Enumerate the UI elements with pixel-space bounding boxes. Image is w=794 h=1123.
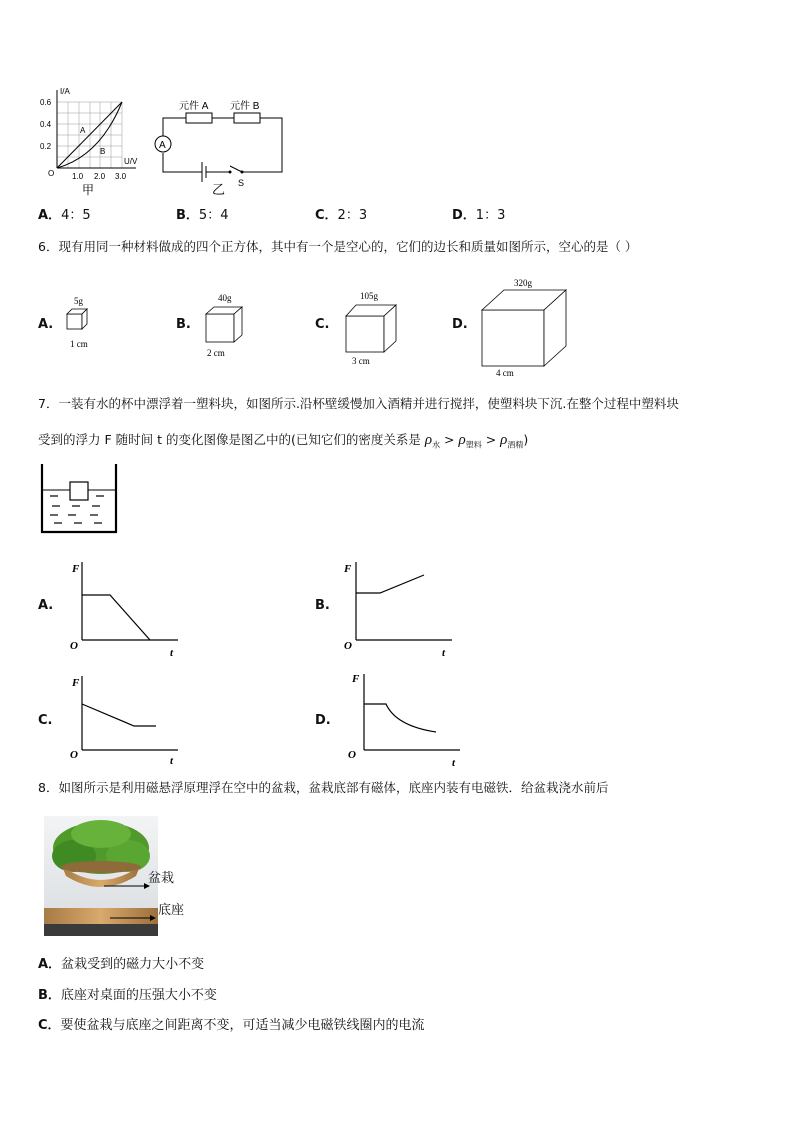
- q7-graph-a: [66, 560, 186, 660]
- q7-option-c-letter[interactable]: C.: [38, 713, 53, 728]
- q7-graph-c-t: t: [170, 755, 174, 766]
- rho-plastic-sub: 塑料: [465, 440, 482, 450]
- q5-option-d[interactable]: [452, 208, 505, 224]
- arrow-right-icon: [110, 914, 156, 922]
- pot-arrow: [104, 875, 150, 883]
- cube-d-side: 4 cm: [496, 368, 514, 378]
- q8-option-b-text: 底座对桌面的压强大小不变: [60, 988, 217, 1003]
- q7-graph-b-svg: [340, 560, 460, 660]
- q7-graph-c-f: F: [72, 677, 80, 689]
- q7-graph-d-svg: [340, 668, 470, 768]
- cube-b-svg: [200, 290, 256, 360]
- gt-1: >: [444, 432, 455, 447]
- graph-jia-y-label: I/A: [60, 87, 70, 96]
- cube-b-side: 2 cm: [207, 348, 225, 358]
- rho-alcohol-sub: 酒精: [507, 440, 524, 450]
- cube-a-side: 1 cm: [70, 339, 88, 349]
- q5-option-d-text: 1：3: [475, 208, 506, 223]
- q7-graph-a-svg: [66, 560, 186, 660]
- q7-graph-d: [340, 668, 470, 768]
- graph-jia-svg: [36, 84, 146, 200]
- cube-c-mass: 105g: [360, 291, 378, 301]
- q7-option-d-letter[interactable]: D.: [315, 713, 331, 728]
- gt-2: >: [485, 432, 497, 447]
- rho-water: ρ: [424, 432, 433, 448]
- q6-option-b-letter[interactable]: B.: [176, 317, 191, 332]
- label-base: 底座: [158, 903, 185, 918]
- cube-b-mass: 40g: [218, 293, 232, 303]
- q7-stem-line2-text: 受到的浮力 F 随时间 t 的变化图像是图乙中的(已知它们的密度关系是: [38, 432, 421, 447]
- graph-jia-xtick-3: 3.0: [115, 172, 127, 181]
- graph-jia-origin: O: [48, 169, 55, 178]
- graph-jia-ytick-1: 0.6: [40, 98, 52, 107]
- q7-option-a-letter[interactable]: A.: [38, 598, 54, 613]
- arrow-right-icon: [104, 882, 150, 890]
- beaker-figure: [38, 462, 120, 538]
- cube-d-svg: [478, 272, 582, 380]
- base-arrow: [110, 907, 156, 915]
- q6-option-a-letter[interactable]: A.: [38, 317, 54, 332]
- q7-graph-b: [340, 560, 460, 660]
- graph-jia-xtick-2: 2.0: [94, 172, 106, 181]
- q8-option-a-letter: A．: [38, 957, 62, 972]
- q5-option-c-letter: C．: [315, 208, 338, 223]
- graph-jia-curve-a: A: [80, 126, 86, 135]
- cube-d-mass: 320g: [514, 278, 532, 288]
- q5-option-a-text: 4：5: [61, 208, 91, 223]
- q5-option-d-letter: D．: [452, 208, 476, 223]
- q5-option-a[interactable]: [38, 208, 91, 224]
- q7-graph-a-o: O: [70, 640, 78, 652]
- circuit-yi-caption: 乙: [212, 182, 226, 197]
- q5-option-c[interactable]: [315, 208, 367, 224]
- circuit-yi-svg: [150, 96, 290, 200]
- q7-stem-line1: 7．一装有水的杯中漂浮着一塑料块，如图所示.沿杯壁缓慢加入酒精并进行搅拌，使塑料块下沉.在整个过程中塑料块: [38, 396, 679, 411]
- q7-graph-c: [66, 672, 186, 766]
- graph-jia-ytick-2: 0.4: [40, 120, 52, 129]
- q7-graph-d-t: t: [452, 757, 456, 768]
- q8-option-a[interactable]: [38, 957, 204, 973]
- cube-c: [340, 288, 404, 366]
- cube-a: [62, 294, 102, 354]
- cube-a-mass: 5g: [74, 296, 83, 306]
- q7-graph-c-o: O: [70, 749, 78, 761]
- graph-jia-curve-b: B: [100, 147, 106, 156]
- q7-graph-d-f: F: [352, 673, 360, 685]
- cube-c-side: 3 cm: [352, 356, 370, 366]
- q5-option-c-text: 2：3: [337, 208, 368, 223]
- cube-d: [478, 272, 582, 380]
- q7-graph-a-f: F: [72, 563, 80, 575]
- q5-option-b-text: 5：4: [198, 208, 229, 223]
- graph-jia-ytick-3: 0.2: [40, 142, 52, 151]
- q8-stem: 8．如图所示是利用磁悬浮原理浮在空中的盆栽，盆栽底部有磁体，底座内装有电磁铁．给盆栽浇水前后: [38, 780, 609, 795]
- circuit-yi: [150, 96, 290, 200]
- q8-option-b[interactable]: [38, 988, 217, 1004]
- beaker-svg: [38, 462, 120, 538]
- q8-option-a-text: 盆栽受到的磁力大小不变: [61, 957, 205, 972]
- q7-graph-b-f: F: [344, 563, 352, 575]
- q7-graph-b-o: O: [344, 640, 352, 652]
- q7-stem-line2: [38, 432, 528, 454]
- element-b-label: 元件 B: [230, 101, 260, 112]
- cube-a-svg: [62, 294, 102, 354]
- q7-graph-d-o: O: [348, 749, 356, 761]
- q8-option-c-text: 要使盆栽与底座之间距离不变，可适当减少电磁铁线圈内的电流: [60, 1018, 425, 1033]
- q5-option-b-letter: B．: [176, 208, 199, 223]
- element-a-label: 元件 A: [179, 101, 209, 112]
- label-pot: 盆栽: [148, 871, 175, 886]
- graph-jia-x-label: U/V: [124, 157, 138, 166]
- cube-b: [200, 290, 256, 360]
- q8-option-c-letter: C．: [38, 1018, 61, 1033]
- graph-jia-caption: 甲: [82, 183, 95, 197]
- q7-close: ): [523, 432, 529, 447]
- q8-option-b-letter: B．: [38, 988, 61, 1003]
- switch-label: S: [238, 178, 245, 188]
- q7-option-b-letter[interactable]: B.: [315, 598, 330, 613]
- q5-option-b[interactable]: [176, 208, 228, 224]
- graph-jia: [36, 84, 146, 200]
- graph-jia-xtick-1: 1.0: [72, 172, 84, 181]
- q7-graph-a-t: t: [170, 647, 174, 659]
- q5-option-a-letter: A．: [38, 208, 62, 223]
- q8-option-c[interactable]: [38, 1018, 425, 1034]
- cube-c-svg: [340, 288, 404, 366]
- q6-stem: 6．现有用同一种材料做成的四个正方体，其中有一个是空心的，它们的边长和质量如图所示，空心的是（ ）: [38, 239, 638, 254]
- rho-plastic: ρ: [458, 432, 466, 448]
- rho-water-sub: 水: [432, 440, 441, 450]
- rho-alcohol: ρ: [500, 432, 508, 448]
- q6-option-c-letter[interactable]: C.: [315, 317, 330, 332]
- ammeter-label: A: [159, 140, 166, 151]
- q7-graph-c-svg: [66, 672, 186, 766]
- q7-graph-b-t: t: [442, 647, 446, 659]
- q6-option-d-letter[interactable]: D.: [452, 317, 468, 332]
